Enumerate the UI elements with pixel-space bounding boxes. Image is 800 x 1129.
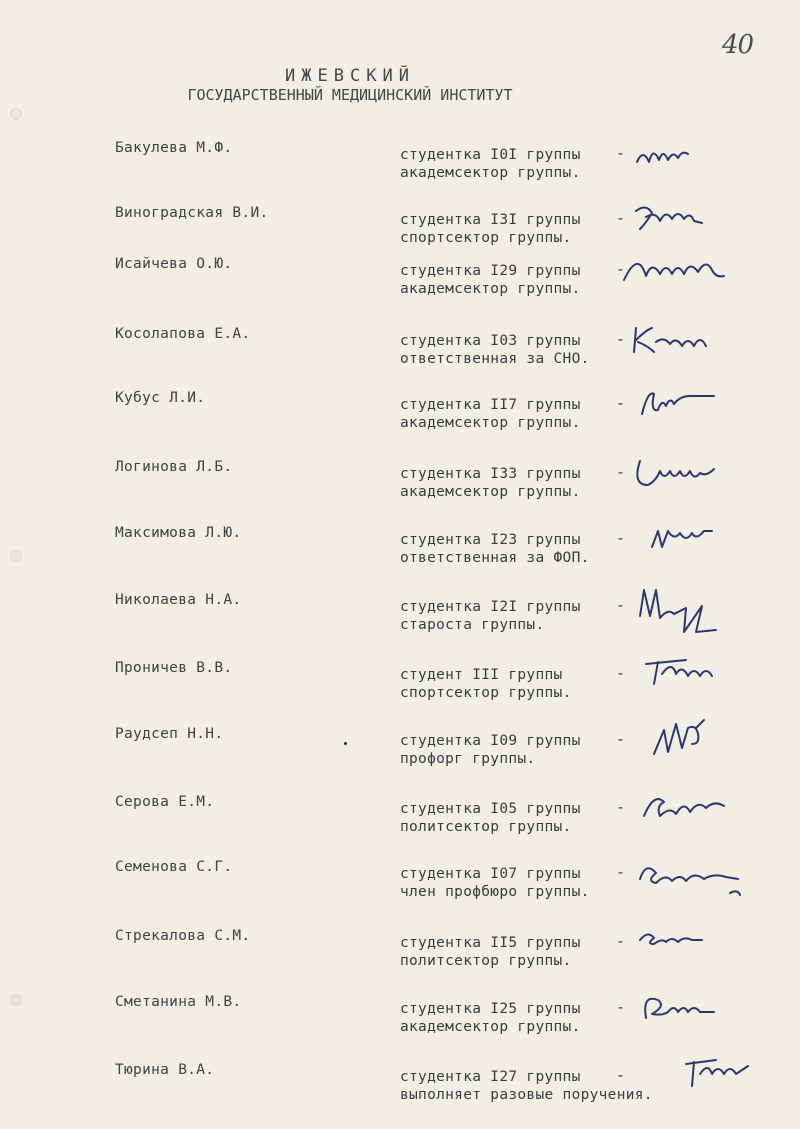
handwritten-signature — [632, 134, 712, 184]
student-name: Кубус Л.И. — [115, 390, 206, 406]
student-role — [400, 598, 581, 634]
student-name: Максимова Л.Ю. — [115, 525, 242, 541]
separator-dash: - — [616, 664, 626, 682]
header-line-1: ИЖЕВСКИЙ — [285, 66, 415, 86]
student-entry — [0, 326, 800, 386]
role-duty-line: профорг группы. — [400, 751, 536, 767]
role-duty-line: политсектор группы. — [400, 819, 572, 835]
student-role — [400, 262, 581, 298]
separator-dash: - — [616, 463, 626, 481]
student-role — [400, 934, 581, 970]
student-name: Бакулева М.Ф. — [115, 140, 233, 156]
role-duty-line: член профбюро группы. — [400, 884, 590, 900]
student-entry — [0, 994, 800, 1054]
header-line-2: ГОСУДАРСТВЕННЫЙ МЕДИЦИНСКИЙ ИНСТИТУТ — [187, 86, 513, 104]
student-name: Косолапова Е.А. — [115, 326, 251, 342]
separator-dash: - — [616, 144, 626, 162]
role-group-line: студентка I0I группы — [400, 147, 581, 163]
role-duty-line: спортсектор группы. — [400, 685, 572, 701]
role-group-line: студентка I27 группы — [400, 1069, 581, 1085]
student-role — [400, 1000, 581, 1036]
role-group-line: студентка I25 группы — [400, 1001, 581, 1017]
role-duty-line: ответственная за ФОП. — [400, 550, 590, 566]
role-group-line: студентка I07 группы — [400, 866, 581, 882]
student-entry — [0, 140, 800, 200]
student-entry — [0, 726, 800, 786]
student-role — [400, 146, 581, 182]
student-role — [400, 800, 581, 836]
student-name: Виноградская В.И. — [115, 205, 269, 221]
student-entry — [0, 794, 800, 854]
role-group-line: студентка I05 группы — [400, 801, 581, 817]
student-name: Исайчева О.Ю. — [115, 256, 233, 272]
separator-dash: - — [616, 798, 626, 816]
student-role — [400, 211, 581, 247]
role-group-line: студентка II7 группы — [400, 397, 581, 413]
student-role — [400, 465, 581, 501]
role-duty-line: академсектор группы. — [400, 1019, 581, 1035]
student-name: Проничев В.В. — [115, 660, 233, 676]
handwritten-signature — [630, 320, 740, 370]
role-duty-line: спортсектор группы. — [400, 230, 572, 246]
student-entry — [0, 525, 800, 585]
separator-dash: - — [616, 932, 626, 950]
student-entry — [0, 256, 800, 316]
handwritten-signature — [680, 1056, 750, 1106]
handwritten-signature — [648, 720, 728, 770]
handwritten-signature — [640, 654, 730, 704]
separator-dash: - — [616, 596, 626, 614]
role-group-line: студентка I03 группы — [400, 333, 581, 349]
page-number: 40 — [722, 30, 754, 60]
role-group-line: студентка I2I группы — [400, 599, 581, 615]
role-group-line: студентка I09 группы — [400, 733, 581, 749]
separator-dash: - — [616, 330, 626, 348]
handwritten-signature — [636, 384, 736, 434]
handwritten-signature — [632, 199, 722, 249]
student-role — [400, 1068, 653, 1104]
punch-hole — [10, 108, 22, 120]
role-duty-line: академсектор группы. — [400, 484, 581, 500]
handwritten-signature — [632, 453, 752, 503]
handwritten-signature — [620, 250, 740, 300]
role-duty-line: академсектор группы. — [400, 281, 581, 297]
student-role — [400, 332, 590, 368]
role-duty-line: политсектор группы. — [400, 953, 572, 969]
separator-dash: - — [616, 998, 626, 1016]
student-role — [400, 732, 581, 768]
separator-dash: - — [616, 394, 626, 412]
role-group-line: студентка I3I группы — [400, 212, 581, 228]
student-name: Стрекалова С.М. — [115, 928, 251, 944]
role-group-line: студентка I29 группы — [400, 263, 581, 279]
student-entry — [0, 660, 800, 720]
role-duty-line: академсектор группы. — [400, 165, 581, 181]
student-entry — [0, 928, 800, 988]
role-duty-line: ответственная за СНО. — [400, 351, 590, 367]
student-name: Семенова С.Г. — [115, 859, 233, 875]
student-entry — [0, 390, 800, 450]
role-group-line: студентка I23 группы — [400, 532, 581, 548]
student-role — [400, 666, 572, 702]
separator-dash: - — [616, 730, 626, 748]
student-entry — [0, 592, 800, 652]
role-duty-line: академсектор группы. — [400, 415, 581, 431]
role-group-line: студент III группы — [400, 667, 563, 683]
student-role — [400, 865, 590, 901]
role-group-line: студентка I33 группы — [400, 466, 581, 482]
handwritten-signature — [640, 788, 750, 838]
student-role — [400, 531, 590, 567]
handwritten-signature — [636, 922, 726, 972]
student-entry — [0, 1062, 800, 1122]
role-duty-line: староста группы. — [400, 617, 545, 633]
separator-dash: - — [616, 209, 626, 227]
separator-dash: - — [616, 260, 626, 278]
student-name: Николаева Н.А. — [115, 592, 242, 608]
student-entry — [0, 859, 800, 919]
separator-dash: - — [616, 529, 626, 547]
handwritten-signature — [634, 853, 774, 903]
student-name: Логинова Л.Б. — [115, 459, 233, 475]
role-group-line: студентка II5 группы — [400, 935, 581, 951]
student-name: Раудсеп Н.Н. — [115, 726, 224, 742]
separator-dash: - — [616, 863, 626, 881]
separator-dash: - — [616, 1066, 626, 1084]
student-role — [400, 396, 581, 432]
document-header — [120, 66, 580, 104]
handwritten-signature — [632, 586, 762, 636]
role-duty-line: выполняет разовые поручения. — [400, 1087, 653, 1103]
handwritten-signature — [640, 988, 740, 1038]
handwritten-signature — [648, 519, 748, 569]
student-name: Сметанина М.В. — [115, 994, 242, 1010]
student-name: Тюрина В.А. — [115, 1062, 215, 1078]
student-name: Серова Е.М. — [115, 794, 215, 810]
student-entry — [0, 459, 800, 519]
